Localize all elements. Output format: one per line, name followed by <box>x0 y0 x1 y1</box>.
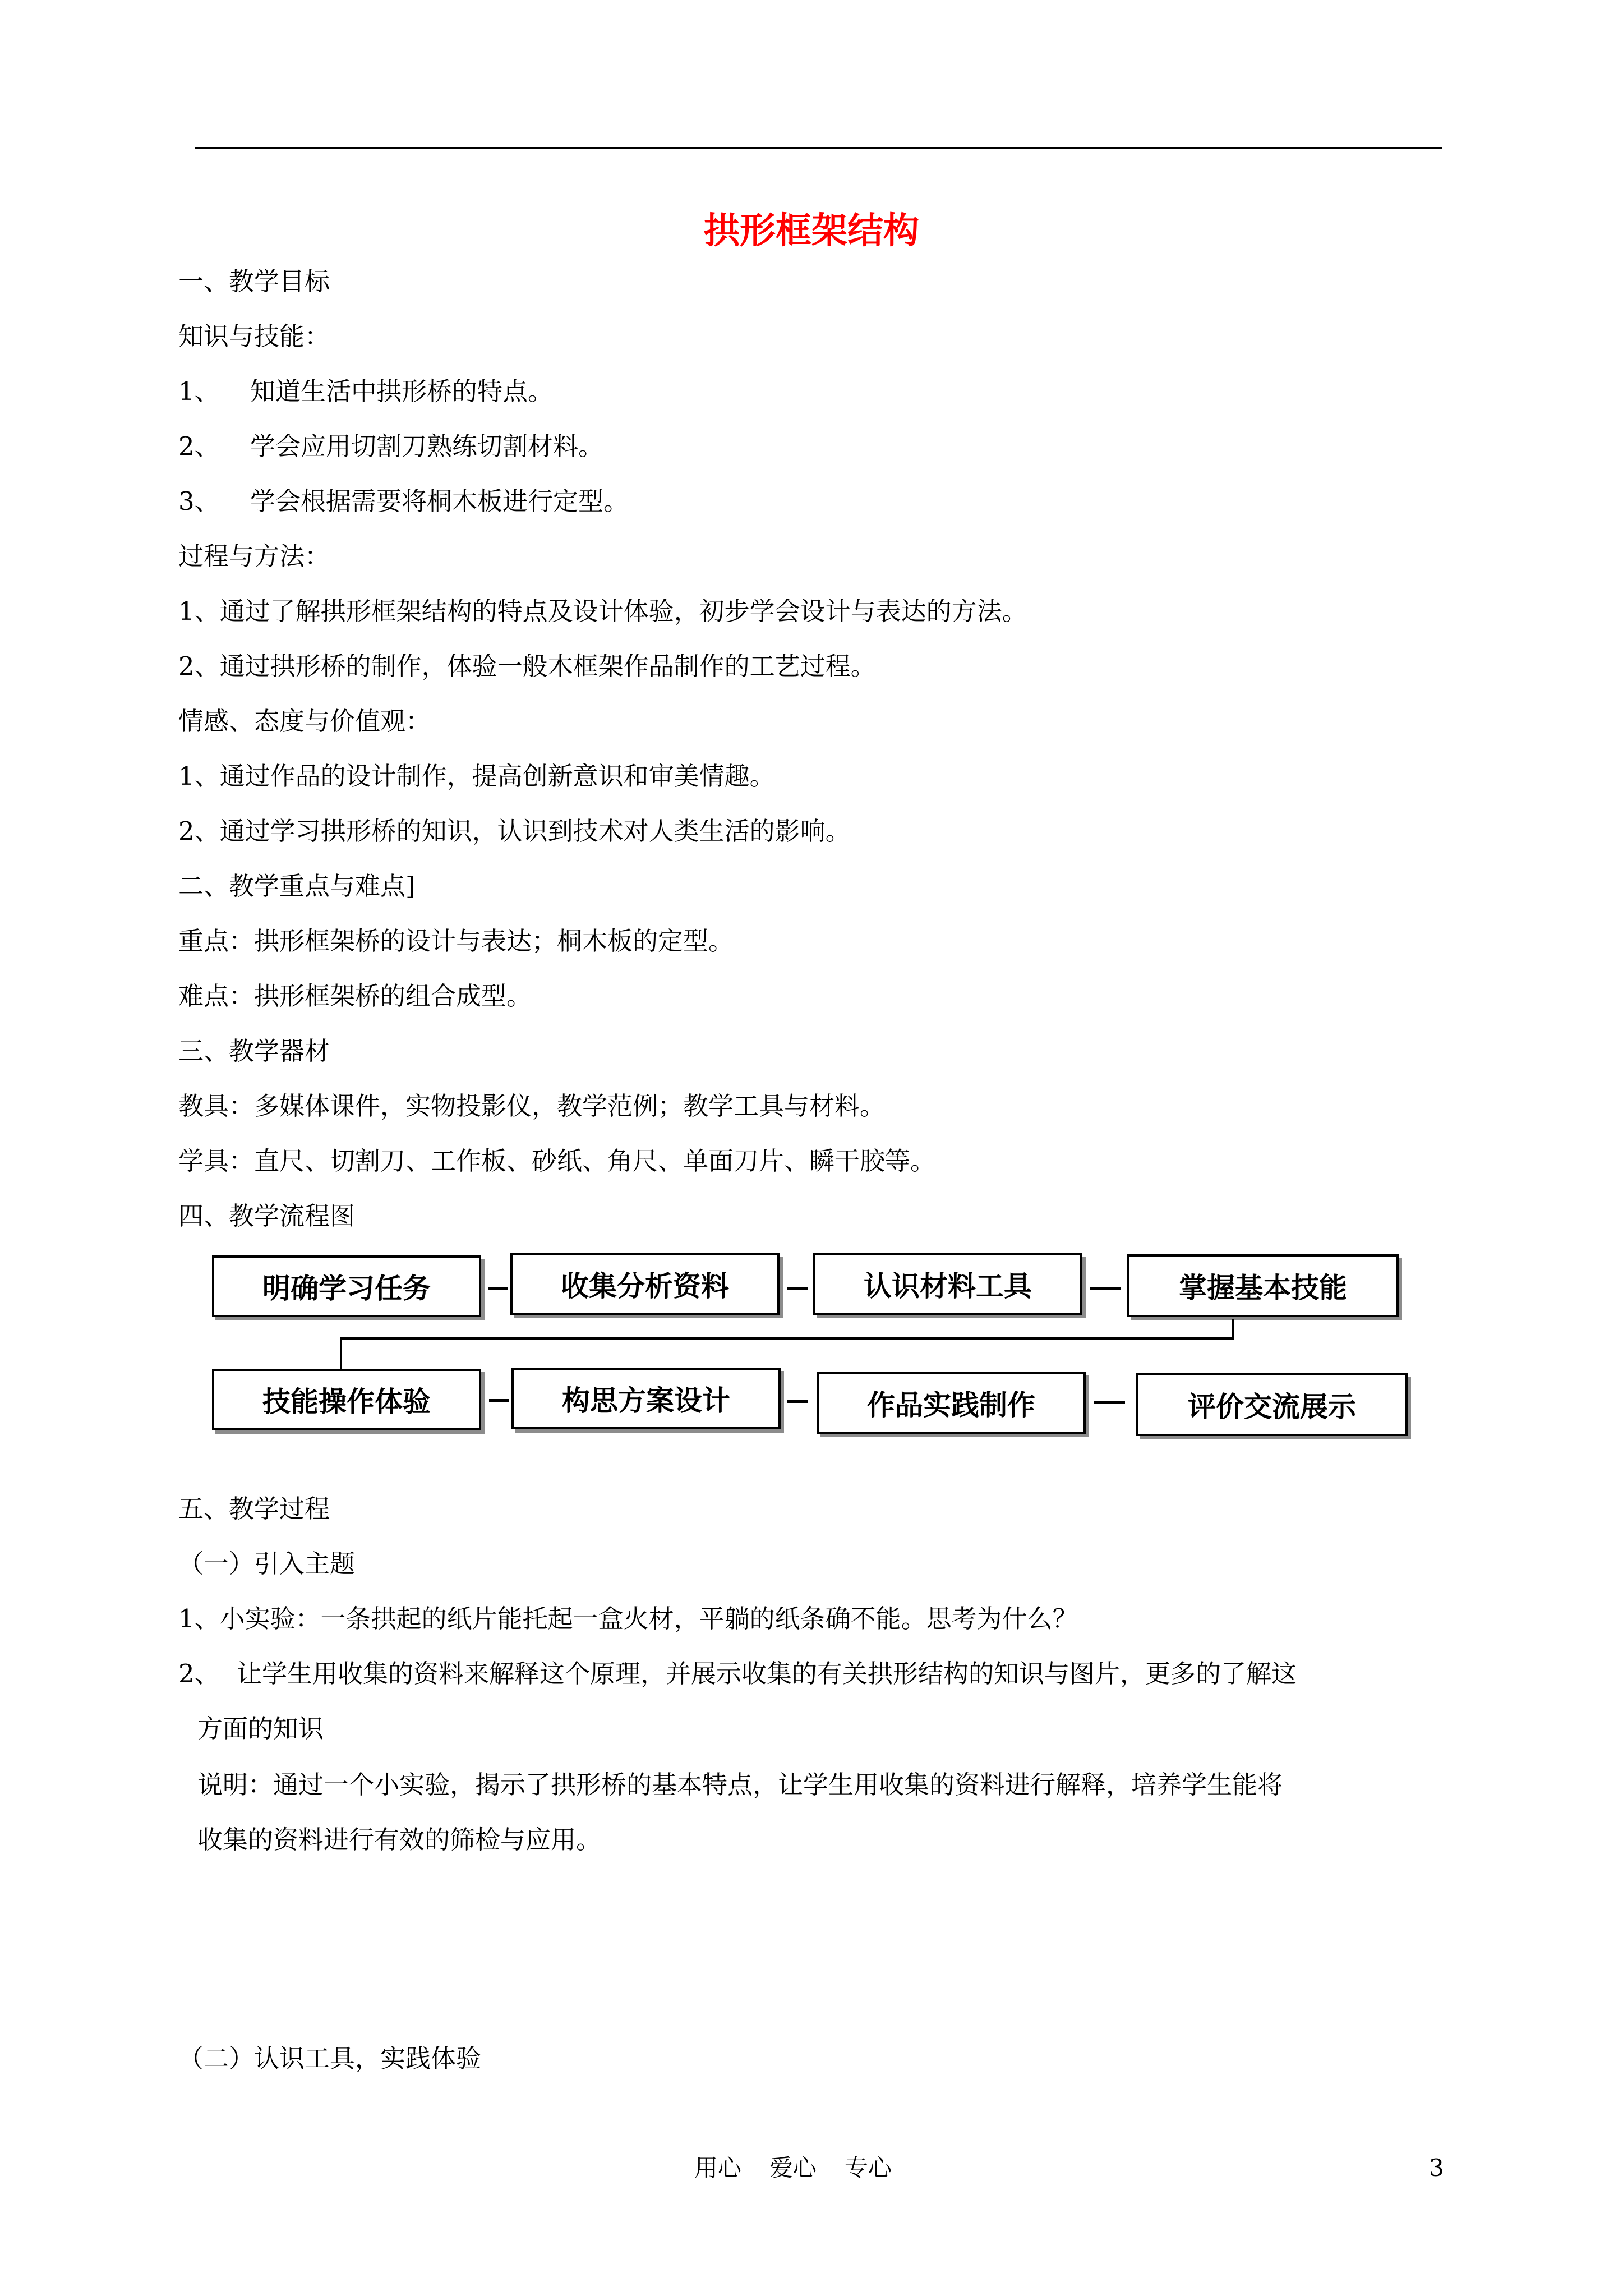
key-point: 重点：拱形框架桥的设计与表达；桐木板的定型。 <box>178 926 734 956</box>
section-heading-process: 五、教学过程 <box>178 1494 330 1524</box>
header-rule <box>195 147 1442 149</box>
list-item-e1: 1、通过作品的设计制作，提高创新意识和审美情趣。 <box>178 761 775 791</box>
subsection-intro: （一）引入主题 <box>178 1549 356 1579</box>
section-heading-flowchart: 四、教学流程图 <box>178 1201 356 1231</box>
flow-return-connector <box>1232 1319 1234 1338</box>
page-number: 3 <box>1429 2154 1444 2182</box>
flow-connector <box>1090 1287 1121 1290</box>
list-number: 3、 <box>178 486 220 516</box>
section-heading-equipment: 三、教学器材 <box>178 1036 330 1066</box>
footer-motto-3: 专心 <box>845 2154 892 2182</box>
flow-connector <box>787 1400 808 1403</box>
flow-step-8: 评价交流展示 <box>1136 1373 1408 1436</box>
teacher-tools: 教具：多媒体课件，实物投影仪，教学范例；教学工具与材料。 <box>178 1091 886 1121</box>
flow-return-connector <box>340 1337 1234 1340</box>
list-text: 让学生用收集的资料来解释这个原理，并展示收集的有关拱形结构的知识与图片，更多的了解这 <box>237 1659 1297 1688</box>
list-item-k2 <box>178 430 603 463</box>
list-item-p1: 1、通过了解拱形框架结构的特点及设计体验，初步学会设计与表达的方法。 <box>178 596 1027 626</box>
intro-item-2 <box>178 1657 1297 1691</box>
subheading-knowledge: 知识与技能： <box>178 321 330 351</box>
subheading-process: 过程与方法： <box>178 541 330 571</box>
note-line-1: 说明：通过一个小实验，揭示了拱形桥的基本特点，让学生用收集的资料进行解释，培养学生能将 <box>197 1770 1283 1800</box>
flow-connector <box>489 1399 509 1402</box>
flow-connector <box>787 1287 808 1290</box>
section-heading-objectives: 一、教学目标 <box>178 266 330 296</box>
intro-item-2-continued: 方面的知识 <box>197 1714 324 1743</box>
list-text: 知道生活中拱形桥的特点。 <box>250 376 554 406</box>
flow-step-6: 构思方案设计 <box>511 1368 781 1429</box>
flow-step-3: 认识材料工具 <box>813 1253 1082 1315</box>
difficult-point: 难点：拱形框架桥的组合成型。 <box>178 981 532 1011</box>
list-number: 2、 <box>178 1659 220 1688</box>
list-number: 2、 <box>178 431 220 461</box>
page-title: 拱形框架结构 <box>704 210 919 252</box>
flow-connector <box>488 1287 508 1290</box>
intro-item-1: 1、小实验：一条拱起的纸片能托起一盒火材，平躺的纸条确不能。思考为什么？ <box>178 1604 1078 1634</box>
subheading-emotion: 情感、态度与价值观： <box>178 706 431 736</box>
list-number: 1、 <box>178 376 220 406</box>
list-item-k1 <box>178 375 553 408</box>
list-text: 学会根据需要将桐木板进行定型。 <box>250 486 629 516</box>
flow-return-connector <box>340 1337 342 1369</box>
student-tools: 学具：直尺、切割刀、工作板、砂纸、角尺、单面刀片、瞬干胶等。 <box>178 1146 936 1176</box>
flow-step-7: 作品实践制作 <box>817 1372 1086 1434</box>
list-item-k3 <box>178 485 629 518</box>
list-text: 学会应用切割刀熟练切割材料。 <box>250 431 604 461</box>
footer-motto-1: 用心 <box>694 2154 742 2182</box>
flow-step-2: 收集分析资料 <box>510 1253 780 1315</box>
list-item-e2: 2、通过学习拱形桥的知识，认识到技术对人类生活的影响。 <box>178 816 851 846</box>
footer-motto-2: 爱心 <box>769 2154 817 2182</box>
flow-connector <box>1094 1401 1125 1404</box>
flow-step-4: 掌握基本技能 <box>1127 1254 1399 1317</box>
flow-step-1: 明确学习任务 <box>212 1255 481 1317</box>
section-heading-key-points: 二、教学重点与难点] <box>178 871 416 901</box>
note-line-2: 收集的资料进行有效的筛检与应用。 <box>197 1825 602 1855</box>
list-item-p2: 2、通过拱形桥的制作，体验一般木框架作品制作的工艺过程。 <box>178 651 876 681</box>
flow-step-5: 技能操作体验 <box>212 1369 481 1430</box>
subsection-tools-practice: （二）认识工具，实践体验 <box>178 2044 482 2073</box>
